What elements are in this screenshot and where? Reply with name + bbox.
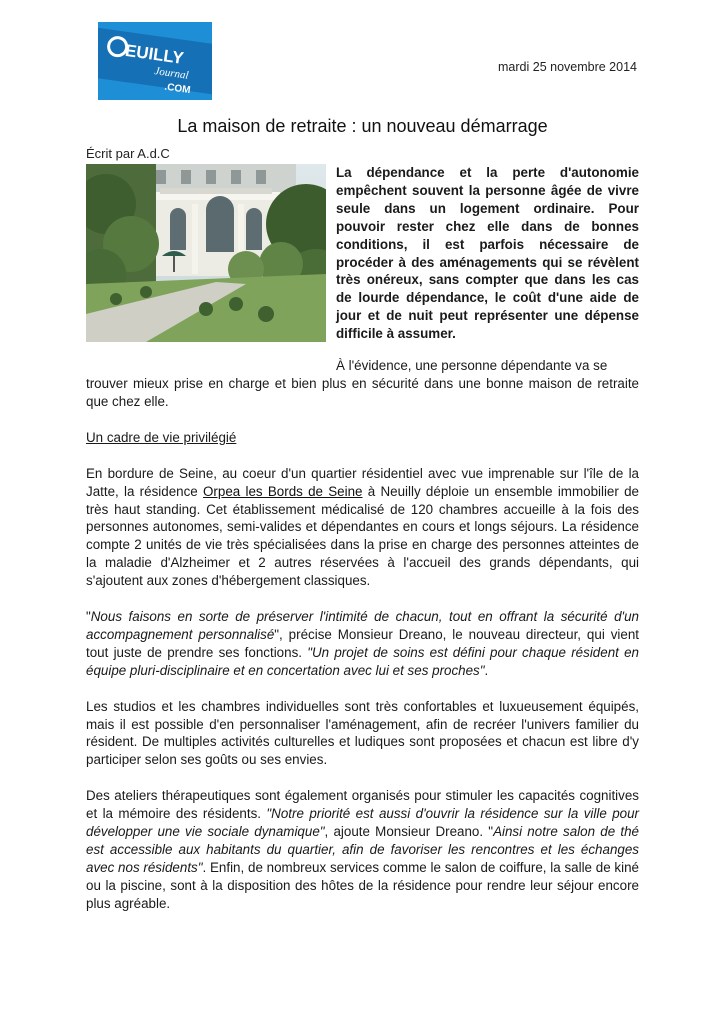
paragraph-3: "Nous faisons en sorte de préserver l'intimité de chacun, tout en offrant la sécurité d'un accompagnement personnalisé", précise Monsieur Dreano, le nouveau directeur, qui vient tout juste de prendre ses fonctions. "Un projet de soins est défini pour chaque résident en équipe pluri-disciplinaire et en concertation avec lui et ses proches". [86,609,639,678]
paragraph-4: Les studios et les chambres individuelles sont très confortables et luxueusement équipés, mais il est possible d'en personnaliser l'aménagement, afin de recréer l'univers familier du résident. De multiples activités culturelles et ludiques sont proposées et chacun est libre d'y participer selon ses goûts ou ses envies. [86,698,639,768]
article-author: Écrit par A.d.C [86,146,170,161]
logo-dotcom: .COM [163,81,192,97]
logo-text: EUILLY [123,40,185,68]
section-subheading: Un cadre de vie privilégié [86,429,237,445]
neuilly-journal-logo[interactable] [98,22,212,100]
article-body [86,164,639,913]
paragraph-5: Des ateliers thérapeutiques sont également organisés pour stimuler les capacités cognitives et la mémoire des résidents. "Notre priorité est aussi d'ouvrir la résidence sur la ville pour développer une vie sociale dynamique", ajoute Monsieur Dreano. "Ainsi notre salon de thé est accessible aux habitants du quartier, afin de favoriser les rencontres et les échanges avec nos résidents". Enfin, de nombreux services comme le salon de coiffure, la salle de kiné ou la piscine, sont à la disposition des hôtes de la résidence pour rendre leur séjour encore plus agréable. [86,788,639,911]
article-title: La maison de retraite : un nouveau démarrage [177,116,548,136]
publication-date: mardi 25 novembre 2014 [498,60,637,74]
paragraph-1-end: trouver mieux prise en charge et bien plus en sécurité dans une bonne maison de retraite que chez elle. [86,375,639,409]
logo-subtext: Journal [153,65,190,82]
residence-link[interactable]: Orpea les Bords de Seine [203,483,363,499]
paragraph-1-start: À l'évidence, une personne dépendante va se [336,358,608,374]
article-lead: La dépendance et la perte d'autonomie empêchent souvent la personne âgée de vivre seule dans un logement ordinaire. Pour pouvoir rester chez elle dans de bonnes conditions, il est parfois nécessaire de procéder à des aménagements qui se révèlent très onéreux, sans compter que dans les cas de lourde dépendance, le coût d'une aide de jour et de nuit peut représenter une dépense difficile à assumer. [336,165,639,342]
paragraph-2: En bordure de Seine, au coeur d'un quartier résidentiel avec vue imprenable sur l'île de la Jatte, la résidence Orpea les Bords de Seine à Neuilly déploie un ensemble immobilier de très haut standing. Cet établissement médicalisé de 120 chambres accueille à la fois des personnes autonomes, semi-valides et dépendantes en cours et longs séjours. La résidence compte 2 unités de vie très spécialisées dans la prise en charge des personnes atteintes de la maladie d'Alzheimer et 2 autres réservées à l'accueil des grands dépendants, qui s'ajoutent aux zones d'hébergement classiques. [86,465,639,589]
